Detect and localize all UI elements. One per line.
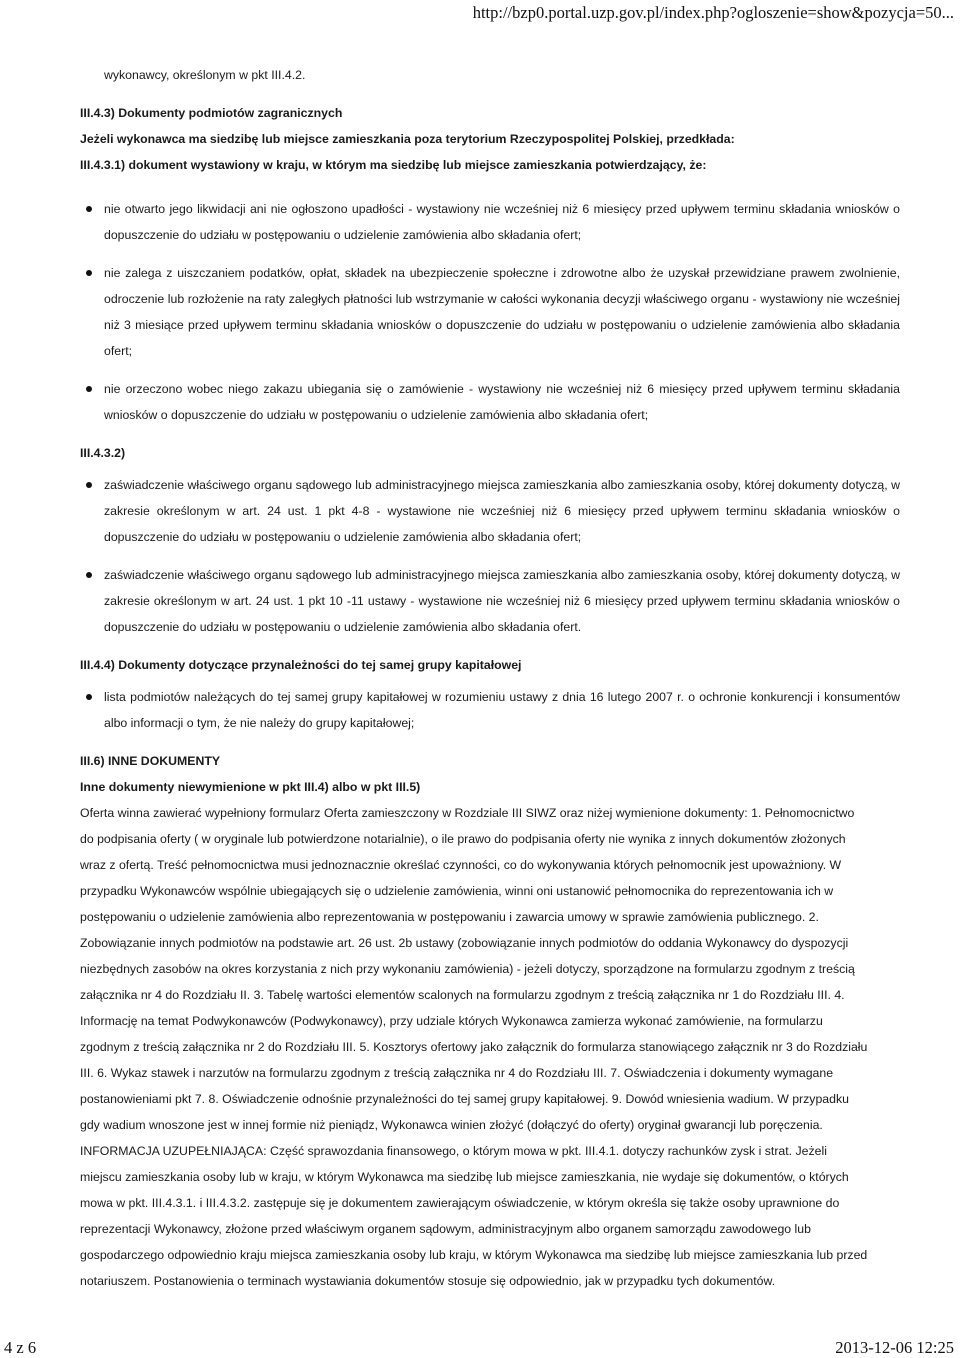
paragraph-line: do podpisania oferty ( w oryginale lub potwierdzone notarialnie), o ile prawo do podpisania oferty nie wynika z innych dokumentów złożonych [80, 832, 846, 846]
page-url: http://bzp0.portal.uzp.gov.pl/index.php?ogloszenie=show&pozycja=50... [472, 3, 954, 22]
paragraph-line: gospodarczego odpowiednio kraju miejsca zamieszkania osoby lub kraju, w którym Wykonawca ma siedzibę lub miejsce zamieszkania lub przed [80, 1248, 868, 1262]
subsection-heading-3432: III.4.3.2) [80, 446, 126, 460]
list-item: nie orzeczono wobec niego zakazu ubiegania się o zamówienie - wystawiony nie wcześniej niż 6 miesięcy przed upływem terminu składania wniosków o dopuszczenie do udziału w postępowaniu o udzielenie zamówienia albo składania ofert; [80, 376, 900, 428]
section-heading-foreign-documents: III.4.3) Dokumenty podmiotów zagranicznych [80, 106, 343, 120]
paragraph-line: przypadku Wykonawców wspólnie ubiegających się o udzielenie zamówienia, winni oni ustanowić pełnomocnika do reprezentowania ich w [80, 884, 834, 898]
paragraph-line: postanowieniami pkt 7. 8. Oświadczenie odnośnie przynależności do tej samej grupy kapitałowej. 9. Dowód wniesienia wadium. W przypadku [80, 1092, 849, 1106]
paragraph-line: załącznika nr 4 do Rozdziału II. 3. Tabelę wartości elementów scalonych na formularzu zgodnym z treścią załącznika nr 1 do Rozdziału III. 4. [80, 988, 845, 1002]
paragraph-line: mowa w pkt. III.4.3.1. i III.4.3.2. zastępuje się je dokumentem zawierającym oświadczenie, w którym określa się także osoby uprawnione do [80, 1196, 840, 1210]
list-item: lista podmiotów należących do tej samej grupy kapitałowej w rozumieniu ustawy z dnia 16 lutego 2007 r. o ochronie konkurencji i konsumentów albo informacji o tym, że nie należy do grupy kapitałowej; [80, 684, 900, 736]
list-item: zaświadczenie właściwego organu sądowego lub administracyjnego miejsca zamieszkania albo zamieszkania osoby, której dokumenty dotyczą, w zakresie określonym w art. 24 ust. 1 pkt 10 -11 ustawy - wystawione nie wcześniej niż 6 miesięcy przed upływem terminu składania wniosków o dopuszczenie do udziału w postępowaniu o udzielenie zamówienia albo składania ofert. [80, 562, 900, 640]
section-heading-capital-group: III.4.4) Dokumenty dotyczące przynależności do tej samej grupy kapitałowej [80, 658, 522, 672]
list-3431 [80, 196, 900, 428]
paragraph-line: gdy wadium wnoszone jest w innej formie niż pieniądz, Wykonawca winien złożyć (dołączyć do oferty) oryginał gwarancji lub poręczenia. [80, 1118, 823, 1132]
section-subheading-other-documents: Inne dokumenty niewymienione w pkt III.4) albo w pkt III.5) [80, 780, 421, 794]
list-item: nie zalega z uiszczaniem podatków, opłat, składek na ubezpieczenie społeczne i zdrowotne albo że uzyskał przewidziane prawem zwolnienie, odroczenie lub rozłożenie na raty zaległych płatności lub wstrzymanie w całości wykonania decyzji właściwego organu - wystawiony nie wcześniej niż 3 miesiące przed upływem terminu składania wniosków o dopuszczenie do udziału w postępowaniu o udzielenie zamówienia albo składania ofert; [80, 260, 900, 364]
section-lead: Jeżeli wykonawca ma siedzibę lub miejsce zamieszkania poza terytorium Rzeczypospolitej Polskiej, przedkłada: [80, 132, 735, 146]
page-number: 4 z 6 [4, 1338, 37, 1357]
list-344 [80, 684, 900, 736]
paragraph-line: zgodnym z treścią załącznika nr 2 do Rozdziału III. 5. Kosztorys ofertowy jako załącznik do formularza stanowiącego załącznik nr 3 do Rozdziału [80, 1040, 868, 1054]
paragraph-line: reprezentacji Wykonawcy, złożone przed właściwym organem sądowym, administracyjnym albo organem samorządu zawodowego lub [80, 1222, 811, 1236]
paragraph-line: wraz z ofertą. Treść pełnomocnictwa musi jednoznacznie określać czynności, co do wykonywania których pełnomocnik jest upoważniony. W [80, 858, 842, 872]
other-documents-paragraph [80, 800, 900, 1294]
print-datetime: 2013-12-06 12:25 [835, 1338, 954, 1357]
section-heading-other-documents: III.6) INNE DOKUMENTY [80, 754, 221, 768]
list-item: nie otwarto jego likwidacji ani nie ogłoszono upadłości - wystawiony nie wcześniej niż 6 miesięcy przed upływem terminu składania wniosków o dopuszczenie do udziału w postępowaniu o udzielenie zamówienia albo składania ofert; [80, 196, 900, 248]
document-body [80, 62, 900, 1294]
paragraph-line: miejscu zamieszkania osoby lub w kraju, w którym Wykonawca ma siedzibę lub miejsce zamieszkania, nie wydaje się dokumentów, o których [80, 1170, 849, 1184]
paragraph-line: Oferta winna zawierać wypełniony formularz Oferta zamieszczony w Rozdziale III SIWZ oraz niżej wymienione dokumenty: 1. Pełnomocnictwo [80, 806, 855, 820]
paragraph-line: Zobowiązanie innych podmiotów na podstawie art. 26 ust. 2b ustawy (zobowiązanie innych podmiotów do oddania Wykonawcy do dyspozycji [80, 936, 849, 950]
subsection-heading-3431: III.4.3.1) dokument wystawiony w kraju, w którym ma siedzibę lub miejsce zamieszkania potwierdzający, że: [80, 158, 707, 172]
paragraph-line: postępowaniu o udzielenie zamówienia albo reprezentowania w postępowaniu i zawarcia umowy w sprawie zamówienia publicznego. 2. [80, 910, 819, 924]
list-item: zaświadczenie właściwego organu sądowego lub administracyjnego miejsca zamieszkania albo zamieszkania osoby, której dokumenty dotyczą, w zakresie określonym w art. 24 ust. 1 pkt 4-8 - wystawione nie wcześniej niż 6 miesięcy przed upływem terminu składania wniosków o dopuszczenie do udziału w postępowaniu o udzielenie zamówienia albo składania ofert; [80, 472, 900, 550]
paragraph-line: Informację na temat Podwykonawców (Podwykonawcy), przy udziale których Wykonawca zamierza wykonać zamówienie, na formularzu [80, 1014, 823, 1028]
intro-line: wykonawcy, określonym w pkt III.4.2. [104, 68, 306, 82]
paragraph-line: notariuszem. Postanowienia o terminach wystawiania dokumentów stosuje się odpowiednio, jak w przypadku tych dokumentów. [80, 1274, 776, 1288]
paragraph-line: INFORMACJA UZUPEŁNIAJĄCA: Część sprawozdania finansowego, o którym mowa w pkt. III.4.1. dotyczy rachunków zysk i strat. Jeżeli [80, 1144, 827, 1158]
paragraph-line: III. 6. Wykaz stawek i narzutów na formularzu zgodnym z treścią załącznika nr 4 do Rozdziału III. 7. Oświadczenia i dokumenty wymagane [80, 1066, 834, 1080]
list-3432 [80, 472, 900, 640]
paragraph-line: niezbędnych zasobów na okres korzystania z nich przy wykonaniu zamówienia) - jeżeli dotyczy, sporządzone na formularzu zgodnym z treścią [80, 962, 855, 976]
